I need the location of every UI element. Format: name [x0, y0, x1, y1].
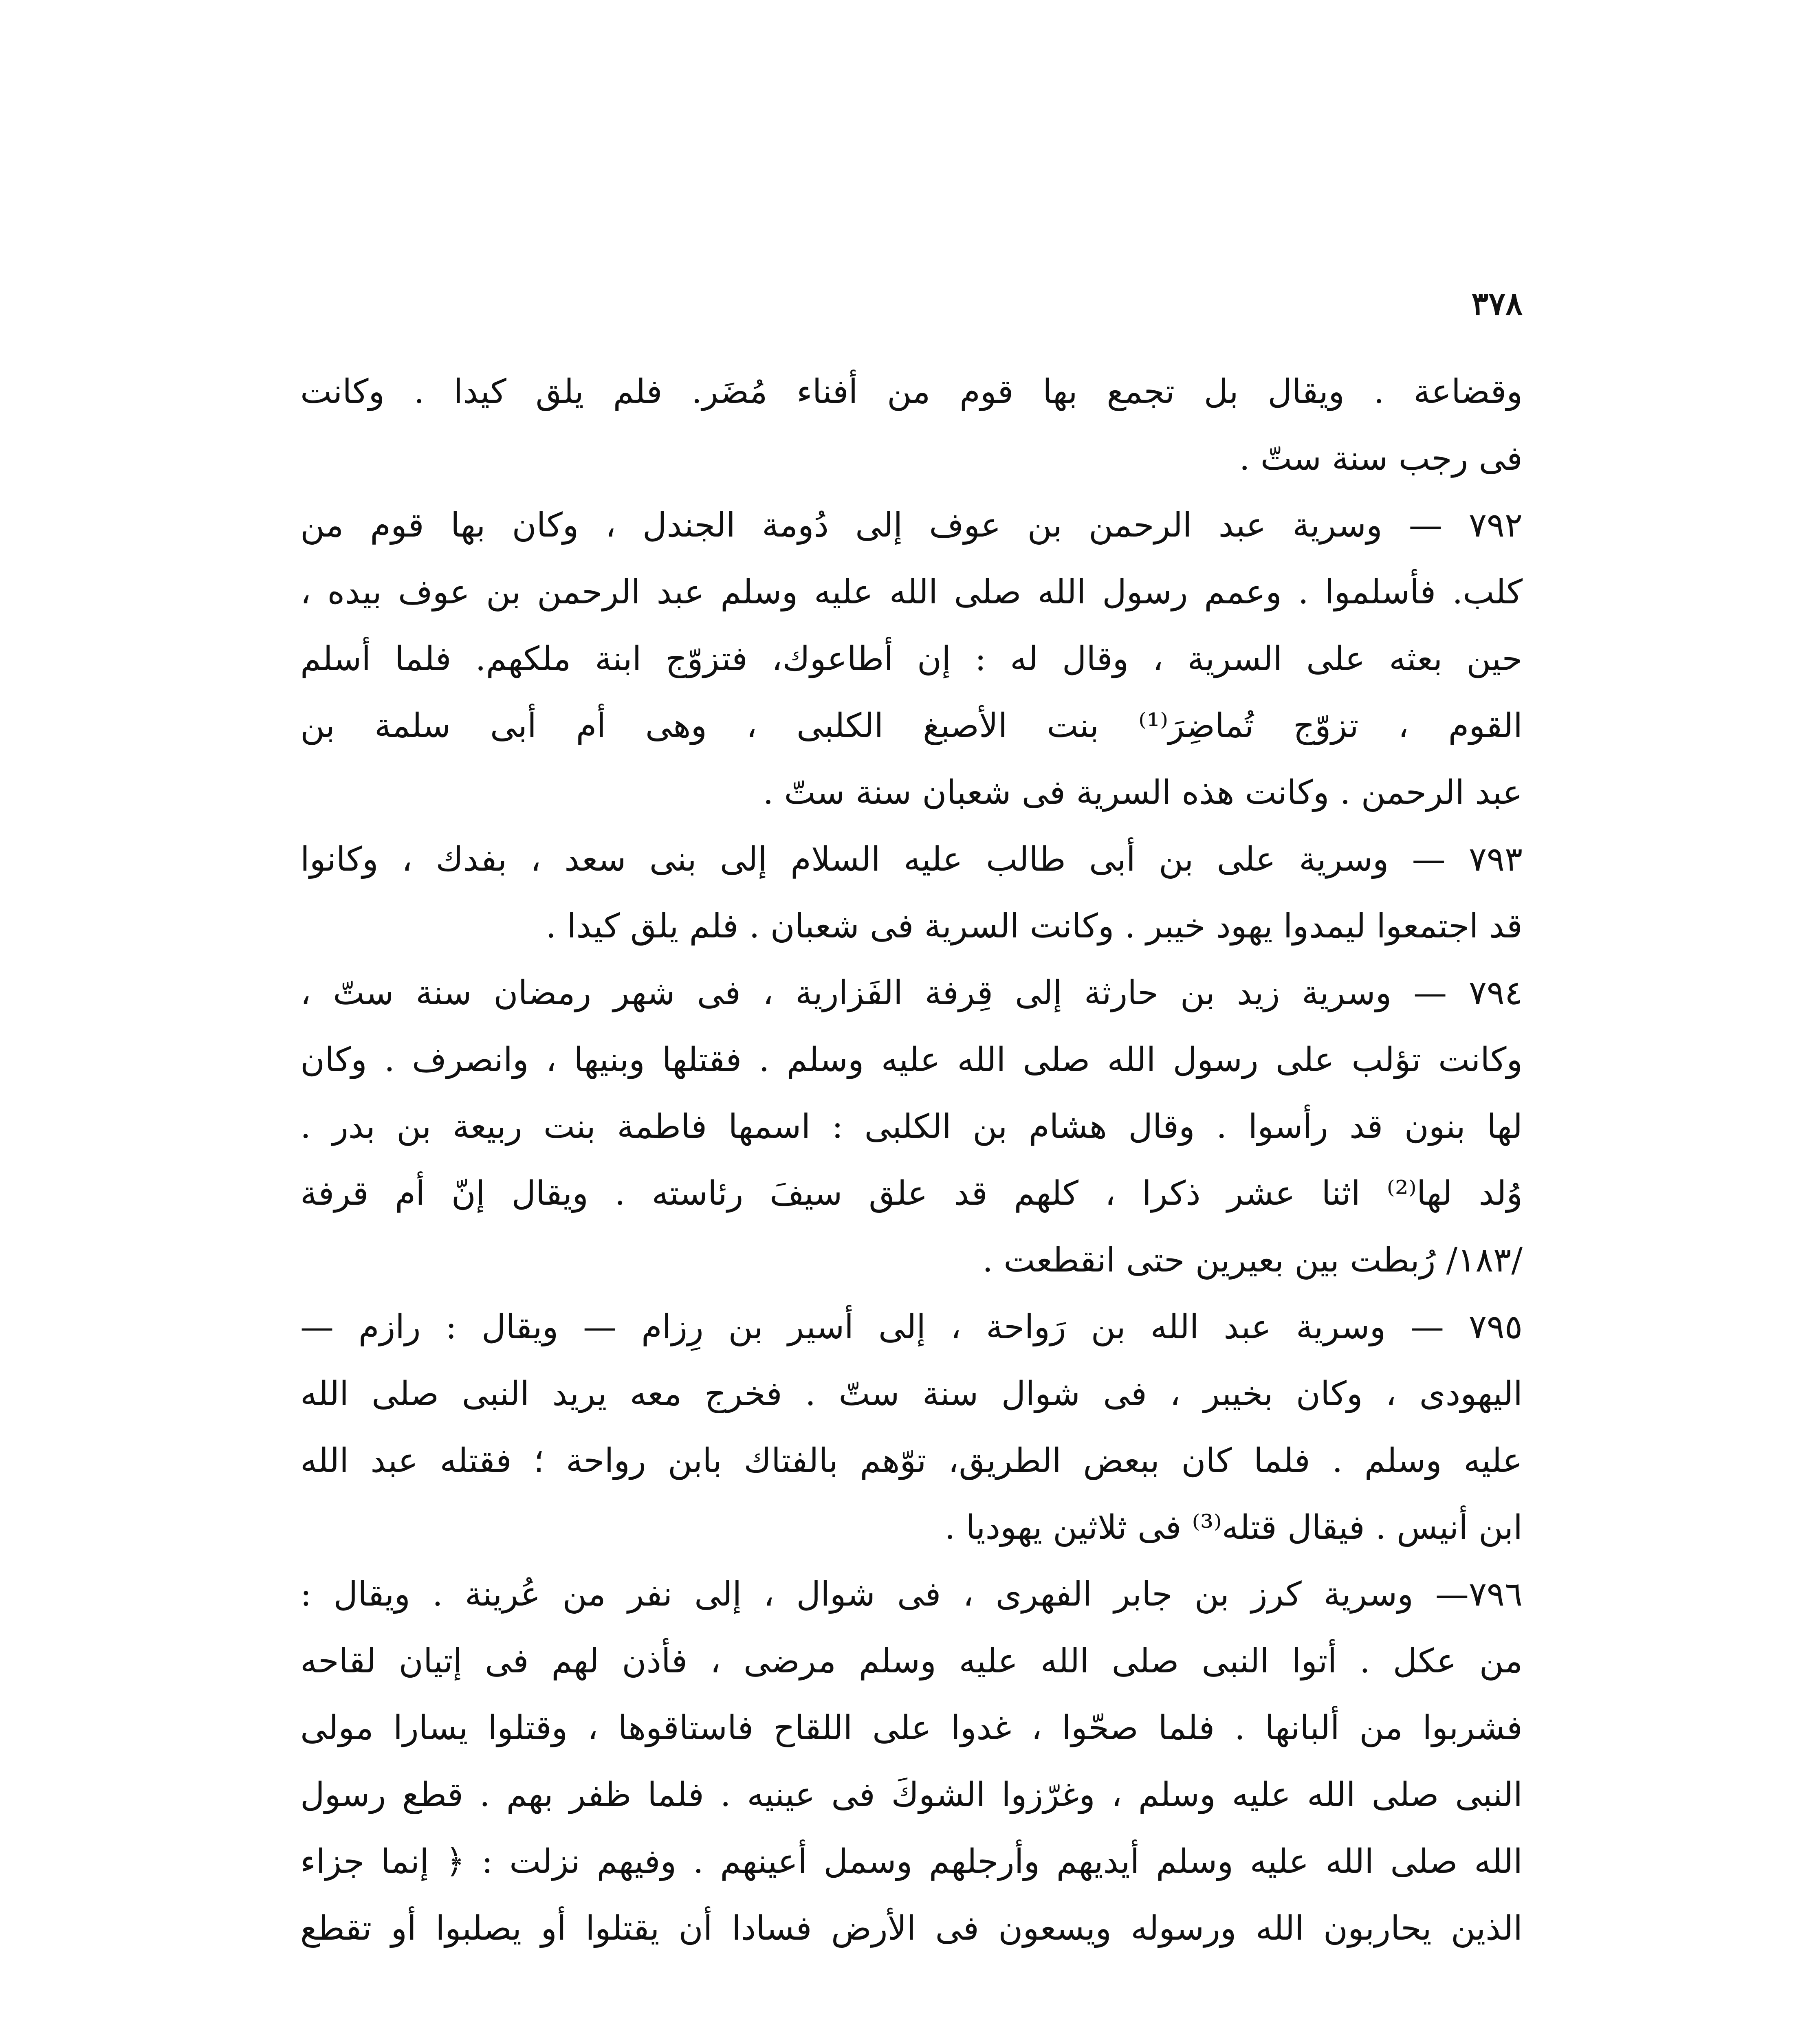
text-line: النبى صلى الله عليه وسلم ، وغرّزوا الشوكَ فى عينيه . فلما ظفر بهم . قطع رسول: [300, 1775, 1523, 1814]
text-line: وقضاعة . ويقال بل تجمع بها قوم من أفناء مُضَر. فلم يلق كيدا . وكانت: [300, 372, 1523, 411]
text-line: اليهودى ، وكان بخيبر ، فى شوال سنة ستّ . فخرج معه يريد النبى صلى الله: [300, 1375, 1523, 1413]
body-text: [300, 359, 1523, 1962]
text-line: ٧٩٦— وسرية كرز بن جابر الفهرى ، فى شوال ، إلى نفر من عُرينة . ويقال :: [300, 1575, 1523, 1614]
text-line: القوم ، تزوّج تُماضِرَ⁽¹⁾ بنت الأصبغ الكلبى ، وهى أم أبى سلمة بن: [300, 706, 1523, 745]
text-line: ٧٩٣ — وسرية على بن أبى طالب عليه السلام إلى بنى سعد ، بفدك ، وكانوا: [300, 840, 1523, 879]
text-line: فشربوا من ألبانها . فلما صحّوا ، غدوا على اللقاح فاستاقوها ، وقتلوا يسارا مولى: [300, 1709, 1523, 1747]
text-line: ٧٩٤ — وسرية زيد بن حارثة إلى قِرفة الفَزارية ، فى شهر رمضان سنة ستّ ،: [300, 974, 1523, 1012]
text-line: حين بعثه على السرية ، وقال له : إن أطاعوك، فتزوّج ابنة ملكهم. فلما أسلم: [300, 640, 1523, 678]
text-line: كلب. فأسلموا . وعمم رسول الله صلى الله عليه وسلم عبد الرحمن بن عوف بيده ،: [300, 573, 1523, 612]
text-line: الذين يحاربون الله ورسوله ويسعون فى الأرض فسادا أن يقتلوا أو يصلبوا أو تقطع: [300, 1909, 1523, 1948]
text-line: /١٨٣/ رُبطت بين بعيرين حتى انقطعت .: [982, 1241, 1523, 1280]
text-line: عليه وسلم . فلما كان ببعض الطريق، توّهم بالفتاك بابن رواحة ؛ فقتله عبد الله: [300, 1441, 1523, 1480]
text-line: ابن أنيس . فيقال قتله⁽³⁾ فى ثلاثين يهوديا .: [944, 1508, 1523, 1547]
text-line: وُلد لها⁽²⁾ اثنا عشر ذكرا ، كلهم قد علق سيفَ رئاسته . ويقال إنّ أم قرفة: [300, 1174, 1523, 1213]
text-line: الله صلى الله عليه وسلم أيديهم وأرجلهم وسمل أعينهم . وفيهم نزلت : ﴿ إنما جزاء: [300, 1842, 1523, 1881]
text-line: فى رجب سنة ستّ .: [1239, 439, 1523, 478]
page-number: ٣٧٨: [1471, 285, 1523, 322]
text-line: من عكل . أتوا النبى صلى الله عليه وسلم مرضى ، فأذن لهم فى إتيان لقاحه: [300, 1642, 1523, 1681]
text-line: عبد الرحمن . وكانت هذه السرية فى شعبان سنة ستّ .: [763, 773, 1523, 812]
text-line: ٧٩٥ — وسرية عبد الله بن رَواحة ، إلى أسير بن رِزام — ويقال : رازم —: [300, 1308, 1523, 1346]
text-line: قد اجتمعوا ليمدوا يهود خيبر . وكانت السرية فى شعبان . فلم يلق كيدا .: [546, 907, 1523, 946]
text-line: وكانت تؤلب على رسول الله صلى الله عليه وسلم . فقتلها وبنيها ، وانصرف . وكان: [300, 1040, 1523, 1079]
text-line: لها بنون قد رأسوا . وقال هشام بن الكلبى : اسمها فاطمة بنت ربيعة بن بدر .: [300, 1107, 1523, 1146]
text-line: ٧٩٢ — وسرية عبد الرحمن بن عوف إلى دُومة الجندل ، وكان بها قوم من: [300, 506, 1523, 545]
